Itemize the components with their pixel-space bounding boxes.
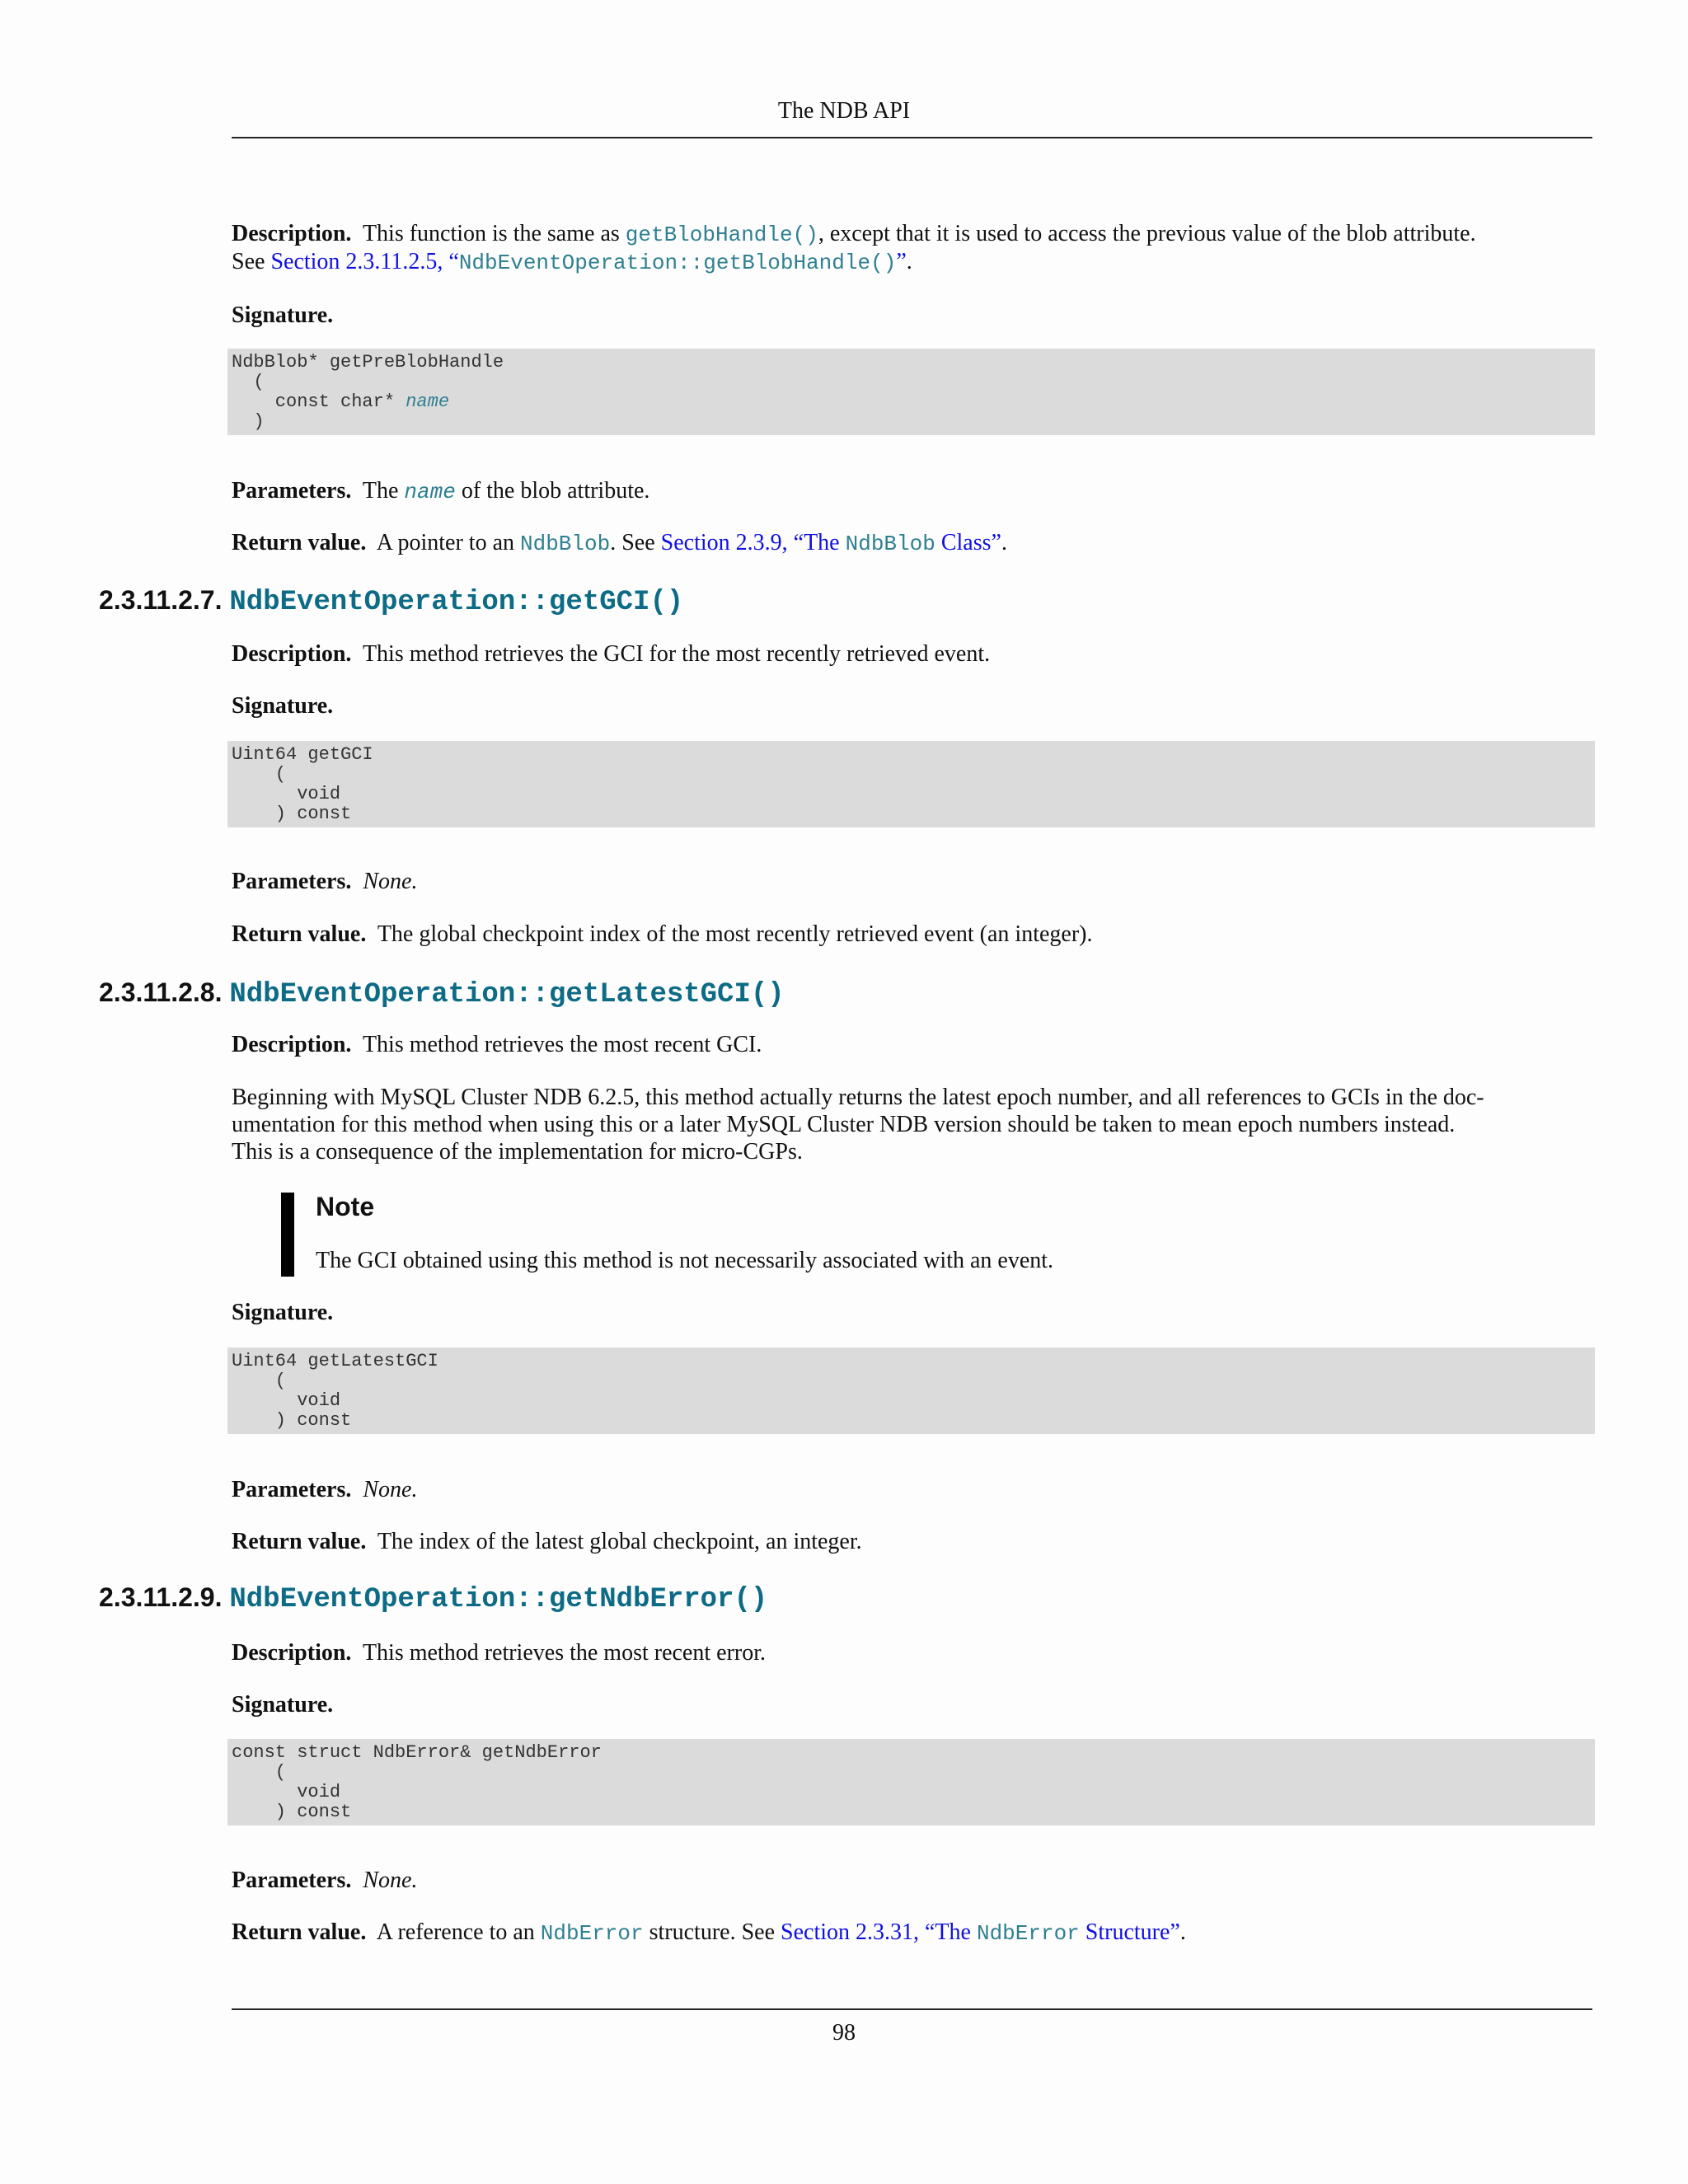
code-line: NdbBlob* getPreBlobHandle bbox=[232, 352, 504, 373]
description bbox=[232, 1031, 1592, 1059]
signature-label: Signature. bbox=[232, 693, 334, 719]
text: This method retrieves the most recent error. bbox=[362, 1640, 766, 1666]
text: See bbox=[232, 249, 265, 274]
text: . bbox=[1179, 1919, 1186, 1945]
link-text[interactable]: Structure” bbox=[1085, 1919, 1180, 1945]
text: A pointer to an bbox=[376, 530, 514, 555]
label: Description. bbox=[232, 1640, 352, 1666]
text: The bbox=[362, 478, 399, 504]
text: structure. See bbox=[649, 1919, 776, 1945]
label: Return value. bbox=[232, 921, 367, 947]
text: The index of the latest global checkpoint, an integer. bbox=[377, 1529, 862, 1554]
page-number: 98 bbox=[832, 2020, 856, 2046]
return-value bbox=[232, 529, 1592, 558]
return-value bbox=[232, 1528, 1592, 1556]
intro-see-also bbox=[232, 248, 1592, 277]
section-number: 2.3.11.2.9. bbox=[99, 1582, 223, 1612]
note-text: The GCI obtained using this method is not necessarily associated with an event. bbox=[316, 1248, 1054, 1273]
description bbox=[232, 640, 1592, 668]
code-ref: NdbError bbox=[540, 1921, 644, 1946]
code-line: const char* bbox=[232, 391, 406, 412]
label: Description. bbox=[232, 641, 352, 667]
link-text[interactable]: Section 2.3.11.2.5, “ bbox=[270, 249, 459, 274]
text: of the blob attribute. bbox=[461, 478, 650, 504]
footer-rule bbox=[232, 2008, 1592, 2010]
code-block bbox=[227, 349, 1595, 435]
text: , except that it is used to access the previous value of the blob attribute. bbox=[818, 221, 1476, 246]
code-param: name bbox=[406, 391, 450, 412]
text: . bbox=[906, 249, 912, 274]
section-title: NdbEventOperation::getNdbError() bbox=[229, 1584, 768, 1615]
paragraph-line: umentation for this method when using this or a later MySQL Cluster NDB version should be taken to mean epoch numbers instead. bbox=[232, 1112, 1456, 1137]
text: The global checkpoint index of the most recently retrieved event (an integer). bbox=[377, 921, 1093, 947]
text: None. bbox=[363, 869, 418, 894]
section-title: NdbEventOperation::getLatestGCI() bbox=[229, 979, 785, 1010]
header-rule bbox=[232, 137, 1592, 138]
signature-label: Signature. bbox=[232, 302, 334, 328]
code-block: Uint64 getGCI ( void ) const bbox=[227, 741, 1595, 827]
note-bar bbox=[281, 1193, 294, 1277]
label: Description. bbox=[232, 1032, 352, 1057]
description bbox=[232, 1639, 1592, 1667]
text: This function is the same as bbox=[362, 221, 620, 246]
parameters bbox=[232, 1867, 1592, 1895]
link-text[interactable]: Section 2.3.31, “The bbox=[781, 1919, 971, 1945]
text: None. bbox=[363, 1477, 418, 1502]
note-title: Note bbox=[316, 1192, 375, 1221]
text: . See bbox=[610, 530, 655, 555]
link-code[interactable]: NdbBlob bbox=[845, 532, 935, 556]
label: Return value. bbox=[232, 1919, 367, 1945]
text: This method retrieves the GCI for the most recently retrieved event. bbox=[362, 641, 991, 667]
code-ref: NdbBlob bbox=[520, 532, 611, 556]
text: This method retrieves the most recent GCI. bbox=[362, 1032, 762, 1057]
code-ref: name bbox=[404, 480, 456, 504]
return-value bbox=[232, 921, 1592, 949]
label: Return value. bbox=[232, 1529, 367, 1554]
section-link-ndbblob[interactable] bbox=[661, 530, 1001, 555]
section-link-getblobhandle[interactable] bbox=[270, 249, 906, 274]
section-number: 2.3.11.2.7. bbox=[99, 585, 223, 615]
section-heading-getlatestgci bbox=[99, 976, 785, 1011]
label: Description. bbox=[232, 221, 352, 246]
code-line: ) bbox=[232, 411, 265, 432]
text: A reference to an bbox=[376, 1919, 535, 1945]
text: None. bbox=[363, 1868, 418, 1893]
code-line: ( bbox=[232, 372, 265, 392]
signature-label: Signature. bbox=[232, 1692, 334, 1718]
intro-description bbox=[232, 220, 1592, 249]
link-text[interactable]: Section 2.3.9, “The bbox=[660, 530, 840, 555]
code-block: const struct NdbError& getNdbError ( void ) const bbox=[227, 1739, 1595, 1825]
section-link-ndberror[interactable] bbox=[781, 1919, 1180, 1945]
code-ref: getBlobHandle() bbox=[625, 223, 818, 247]
link-code[interactable]: NdbEventOperation::getBlobHandle() bbox=[458, 251, 897, 275]
parameters bbox=[232, 868, 1592, 896]
text: . bbox=[1001, 530, 1007, 555]
label: Parameters. bbox=[232, 1868, 352, 1893]
link-code[interactable]: NdbError bbox=[976, 1921, 1080, 1946]
label: Parameters. bbox=[232, 1477, 352, 1502]
signature-label: Signature. bbox=[232, 1300, 334, 1325]
parameters bbox=[232, 477, 1592, 506]
code-block: Uint64 getLatestGCI ( void ) const bbox=[227, 1347, 1595, 1434]
link-text[interactable]: Class” bbox=[940, 530, 1001, 555]
page-header-title: The NDB API bbox=[777, 98, 911, 124]
section-heading-getgci bbox=[99, 583, 683, 619]
label: Return value. bbox=[232, 530, 367, 555]
link-text[interactable]: ” bbox=[896, 249, 907, 274]
section-number: 2.3.11.2.8. bbox=[99, 977, 223, 1007]
section-title: NdbEventOperation::getGCI() bbox=[229, 587, 684, 618]
label: Parameters. bbox=[232, 478, 352, 504]
paragraph-line: Beginning with MySQL Cluster NDB 6.2.5, this method actually returns the latest epoch number, and all references to GCIs in the doc- bbox=[232, 1085, 1484, 1110]
label: Parameters. bbox=[232, 869, 352, 894]
return-value bbox=[232, 1919, 1592, 1947]
paragraph-line: This is a consequence of the implementation for micro-CGPs. bbox=[232, 1139, 803, 1165]
parameters bbox=[232, 1476, 1592, 1504]
section-heading-getndberror bbox=[99, 1581, 767, 1616]
